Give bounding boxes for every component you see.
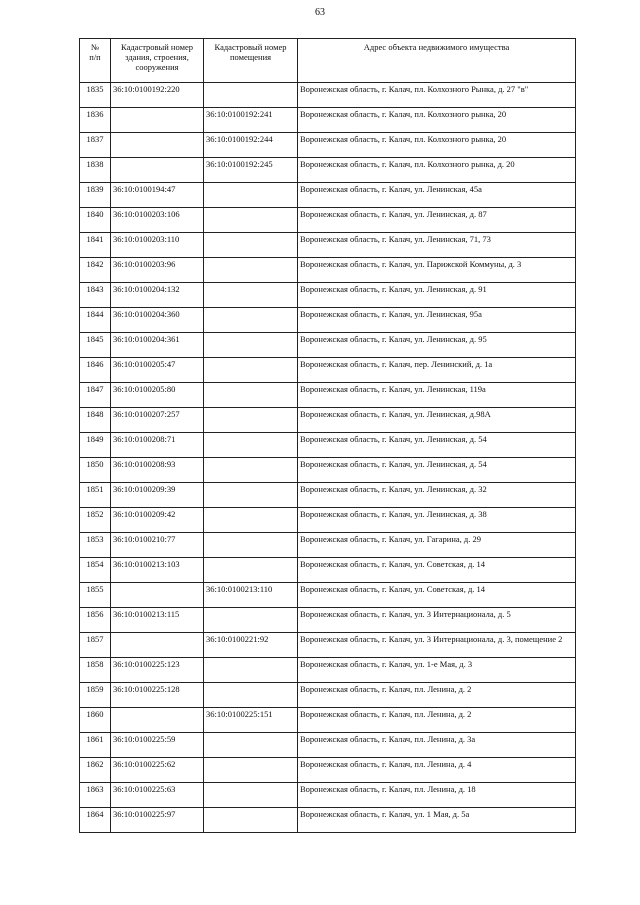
building-cadastral-cell: 36:10:0100204:361 xyxy=(111,333,204,358)
premises-cadastral-cell xyxy=(204,733,298,758)
row-number: 1841 xyxy=(80,233,111,258)
building-cadastral-cell: 36:10:0100205:47 xyxy=(111,358,204,383)
premises-cadastral-cell xyxy=(204,233,298,258)
row-number: 1838 xyxy=(80,158,111,183)
header-building-cadastral: Кадастровый номер здания, строения, сооружения xyxy=(111,39,204,83)
table-row xyxy=(80,758,576,783)
address-cell: Воронежская область, г. Калач, пл. Ленина, д. 4 xyxy=(298,758,576,783)
table-row xyxy=(80,358,576,383)
address-cell: Воронежская область, г. Калач, ул. Советская, д. 14 xyxy=(298,583,576,608)
table-row xyxy=(80,458,576,483)
building-cadastral-cell xyxy=(111,108,204,133)
address-cell: Воронежская область, г. Калач, ул. Парижской Коммуны, д. 3 xyxy=(298,258,576,283)
premises-cadastral-cell xyxy=(204,558,298,583)
building-cadastral-cell xyxy=(111,158,204,183)
table-row xyxy=(80,608,576,633)
row-number: 1848 xyxy=(80,408,111,433)
row-number: 1864 xyxy=(80,808,111,833)
row-number: 1842 xyxy=(80,258,111,283)
premises-cadastral-cell: 36:10:0100192:244 xyxy=(204,133,298,158)
premises-cadastral-cell xyxy=(204,508,298,533)
premises-cadastral-cell xyxy=(204,658,298,683)
header-address: Адрес объекта недвижимого имущества xyxy=(298,39,576,83)
premises-cadastral-cell xyxy=(204,433,298,458)
building-cadastral-cell xyxy=(111,133,204,158)
premises-cadastral-cell: 36:10:0100192:241 xyxy=(204,108,298,133)
address-cell: Воронежская область, г. Калач, пл. Ленина, д. 2 xyxy=(298,708,576,733)
row-number: 1846 xyxy=(80,358,111,383)
building-cadastral-cell: 36:10:0100225:97 xyxy=(111,808,204,833)
premises-cadastral-cell xyxy=(204,258,298,283)
row-number: 1858 xyxy=(80,658,111,683)
premises-cadastral-cell xyxy=(204,608,298,633)
row-number: 1852 xyxy=(80,508,111,533)
row-number: 1860 xyxy=(80,708,111,733)
table-row xyxy=(80,283,576,308)
premises-cadastral-cell xyxy=(204,783,298,808)
building-cadastral-cell: 36:10:0100210:77 xyxy=(111,533,204,558)
premises-cadastral-cell: 36:10:0100192:245 xyxy=(204,158,298,183)
table-row xyxy=(80,158,576,183)
address-cell: Воронежская область, г. Калач, ул. Ленинская, д. 54 xyxy=(298,458,576,483)
address-cell: Воронежская область, г. Калач, ул. Ленинская, 95а xyxy=(298,308,576,333)
row-number: 1863 xyxy=(80,783,111,808)
row-number: 1836 xyxy=(80,108,111,133)
building-cadastral-cell: 36:10:0100225:123 xyxy=(111,658,204,683)
address-cell: Воронежская область, г. Калач, ул. 1 Мая, д. 5а xyxy=(298,808,576,833)
building-cadastral-cell: 36:10:0100225:59 xyxy=(111,733,204,758)
row-number: 1850 xyxy=(80,458,111,483)
row-number: 1854 xyxy=(80,558,111,583)
building-cadastral-cell: 36:10:0100213:115 xyxy=(111,608,204,633)
premises-cadastral-cell xyxy=(204,458,298,483)
premises-cadastral-cell xyxy=(204,408,298,433)
address-cell: Воронежская область, г. Калач, пер. Ленинский, д. 1а xyxy=(298,358,576,383)
address-cell: Воронежская область, г. Калач, пл. Колхозного Рынка, д. 27 "в" xyxy=(298,83,576,108)
address-cell: Воронежская область, г. Калач, ул. 1-е Мая, д. 3 xyxy=(298,658,576,683)
address-cell: Воронежская область, г. Калач, ул. Ленинская, д. 95 xyxy=(298,333,576,358)
address-cell: Воронежская область, г. Калач, ул. Ленинская, 45а xyxy=(298,183,576,208)
row-number: 1844 xyxy=(80,308,111,333)
premises-cadastral-cell xyxy=(204,383,298,408)
row-number: 1859 xyxy=(80,683,111,708)
header-number: № п/п xyxy=(80,39,111,83)
table-row xyxy=(80,333,576,358)
building-cadastral-cell xyxy=(111,708,204,733)
address-cell: Воронежская область, г. Калач, ул. 3 Интернационала, д. 3, помещение 2 xyxy=(298,633,576,658)
row-number: 1855 xyxy=(80,583,111,608)
premises-cadastral-cell xyxy=(204,758,298,783)
table-header-row xyxy=(80,39,576,83)
table-row xyxy=(80,408,576,433)
building-cadastral-cell: 36:10:0100208:71 xyxy=(111,433,204,458)
premises-cadastral-cell: 36:10:0100213:110 xyxy=(204,583,298,608)
building-cadastral-cell xyxy=(111,633,204,658)
premises-cadastral-cell xyxy=(204,808,298,833)
address-cell: Воронежская область, г. Калач, ул. Ленинская, д.98А xyxy=(298,408,576,433)
premises-cadastral-cell xyxy=(204,208,298,233)
premises-cadastral-cell xyxy=(204,483,298,508)
building-cadastral-cell xyxy=(111,583,204,608)
address-cell: Воронежская область, г. Калач, ул. Ленинская, д. 32 xyxy=(298,483,576,508)
page-number: 63 xyxy=(315,7,325,18)
address-cell: Воронежская область, г. Калач, пл. Колхозного рынка, 20 xyxy=(298,108,576,133)
building-cadastral-cell: 36:10:0100203:96 xyxy=(111,258,204,283)
building-cadastral-cell: 36:10:0100203:106 xyxy=(111,208,204,233)
table-row xyxy=(80,558,576,583)
table-row xyxy=(80,258,576,283)
address-cell: Воронежская область, г. Калач, пл. Ленина, д. 3а xyxy=(298,733,576,758)
premises-cadastral-cell xyxy=(204,333,298,358)
row-number: 1847 xyxy=(80,383,111,408)
header-premises-cadastral: Кадастровый номер помещения xyxy=(204,39,298,83)
building-cadastral-cell: 36:10:0100207:257 xyxy=(111,408,204,433)
row-number: 1845 xyxy=(80,333,111,358)
address-cell: Воронежская область, г. Калач, ул. Гагарина, д. 29 xyxy=(298,533,576,558)
address-cell: Воронежская область, г. Калач, ул. Ленинская, д. 87 xyxy=(298,208,576,233)
table-row xyxy=(80,583,576,608)
address-cell: Воронежская область, г. Калач, пл. Колхозного рынка, 20 xyxy=(298,133,576,158)
address-cell: Воронежская область, г. Калач, ул. Ленинская, 71, 73 xyxy=(298,233,576,258)
table-row xyxy=(80,708,576,733)
premises-cadastral-cell xyxy=(204,533,298,558)
building-cadastral-cell: 36:10:0100203:110 xyxy=(111,233,204,258)
premises-cadastral-cell xyxy=(204,183,298,208)
row-number: 1837 xyxy=(80,133,111,158)
building-cadastral-cell: 36:10:0100209:39 xyxy=(111,483,204,508)
row-number: 1857 xyxy=(80,633,111,658)
table-row xyxy=(80,733,576,758)
row-number: 1840 xyxy=(80,208,111,233)
building-cadastral-cell: 36:10:0100204:132 xyxy=(111,283,204,308)
table-row xyxy=(80,483,576,508)
row-number: 1853 xyxy=(80,533,111,558)
row-number: 1835 xyxy=(80,83,111,108)
premises-cadastral-cell xyxy=(204,308,298,333)
table-row xyxy=(80,433,576,458)
address-cell: Воронежская область, г. Калач, пл. Колхозного рынка, д. 20 xyxy=(298,158,576,183)
building-cadastral-cell: 36:10:0100209:42 xyxy=(111,508,204,533)
premises-cadastral-cell: 36:10:0100225:151 xyxy=(204,708,298,733)
property-registry-table xyxy=(79,38,576,833)
table-row xyxy=(80,383,576,408)
table-row xyxy=(80,83,576,108)
table-row xyxy=(80,783,576,808)
address-cell: Воронежская область, г. Калач, ул. Ленинская, д. 38 xyxy=(298,508,576,533)
table-row xyxy=(80,308,576,333)
row-number: 1843 xyxy=(80,283,111,308)
table-row xyxy=(80,233,576,258)
building-cadastral-cell: 36:10:0100192:220 xyxy=(111,83,204,108)
building-cadastral-cell: 36:10:0100205:80 xyxy=(111,383,204,408)
table-row xyxy=(80,133,576,158)
premises-cadastral-cell xyxy=(204,83,298,108)
address-cell: Воронежская область, г. Калач, ул. Ленинская, д. 54 xyxy=(298,433,576,458)
table-row xyxy=(80,533,576,558)
building-cadastral-cell: 36:10:0100213:103 xyxy=(111,558,204,583)
table-row xyxy=(80,683,576,708)
table-row xyxy=(80,183,576,208)
address-cell: Воронежская область, г. Калач, пл. Ленина, д. 2 xyxy=(298,683,576,708)
table-row xyxy=(80,658,576,683)
address-cell: Воронежская область, г. Калач, ул. 3 Интернационала, д. 5 xyxy=(298,608,576,633)
address-cell: Воронежская область, г. Калач, ул. Советская, д. 14 xyxy=(298,558,576,583)
table-row xyxy=(80,108,576,133)
table-row xyxy=(80,808,576,833)
address-cell: Воронежская область, г. Калач, ул. Ленинская, д. 91 xyxy=(298,283,576,308)
address-cell: Воронежская область, г. Калач, ул. Ленинская, 119а xyxy=(298,383,576,408)
building-cadastral-cell: 36:10:0100208:93 xyxy=(111,458,204,483)
building-cadastral-cell: 36:10:0100225:63 xyxy=(111,783,204,808)
building-cadastral-cell: 36:10:0100225:62 xyxy=(111,758,204,783)
building-cadastral-cell: 36:10:0100204:360 xyxy=(111,308,204,333)
address-cell: Воронежская область, г. Калач, пл. Ленина, д. 18 xyxy=(298,783,576,808)
row-number: 1862 xyxy=(80,758,111,783)
row-number: 1849 xyxy=(80,433,111,458)
table-row xyxy=(80,633,576,658)
premises-cadastral-cell xyxy=(204,358,298,383)
premises-cadastral-cell xyxy=(204,683,298,708)
building-cadastral-cell: 36:10:0100225:128 xyxy=(111,683,204,708)
premises-cadastral-cell xyxy=(204,283,298,308)
table-row xyxy=(80,208,576,233)
row-number: 1861 xyxy=(80,733,111,758)
row-number: 1856 xyxy=(80,608,111,633)
building-cadastral-cell: 36:10:0100194:47 xyxy=(111,183,204,208)
row-number: 1839 xyxy=(80,183,111,208)
table-row xyxy=(80,508,576,533)
row-number: 1851 xyxy=(80,483,111,508)
premises-cadastral-cell: 36:10:0100221:92 xyxy=(204,633,298,658)
